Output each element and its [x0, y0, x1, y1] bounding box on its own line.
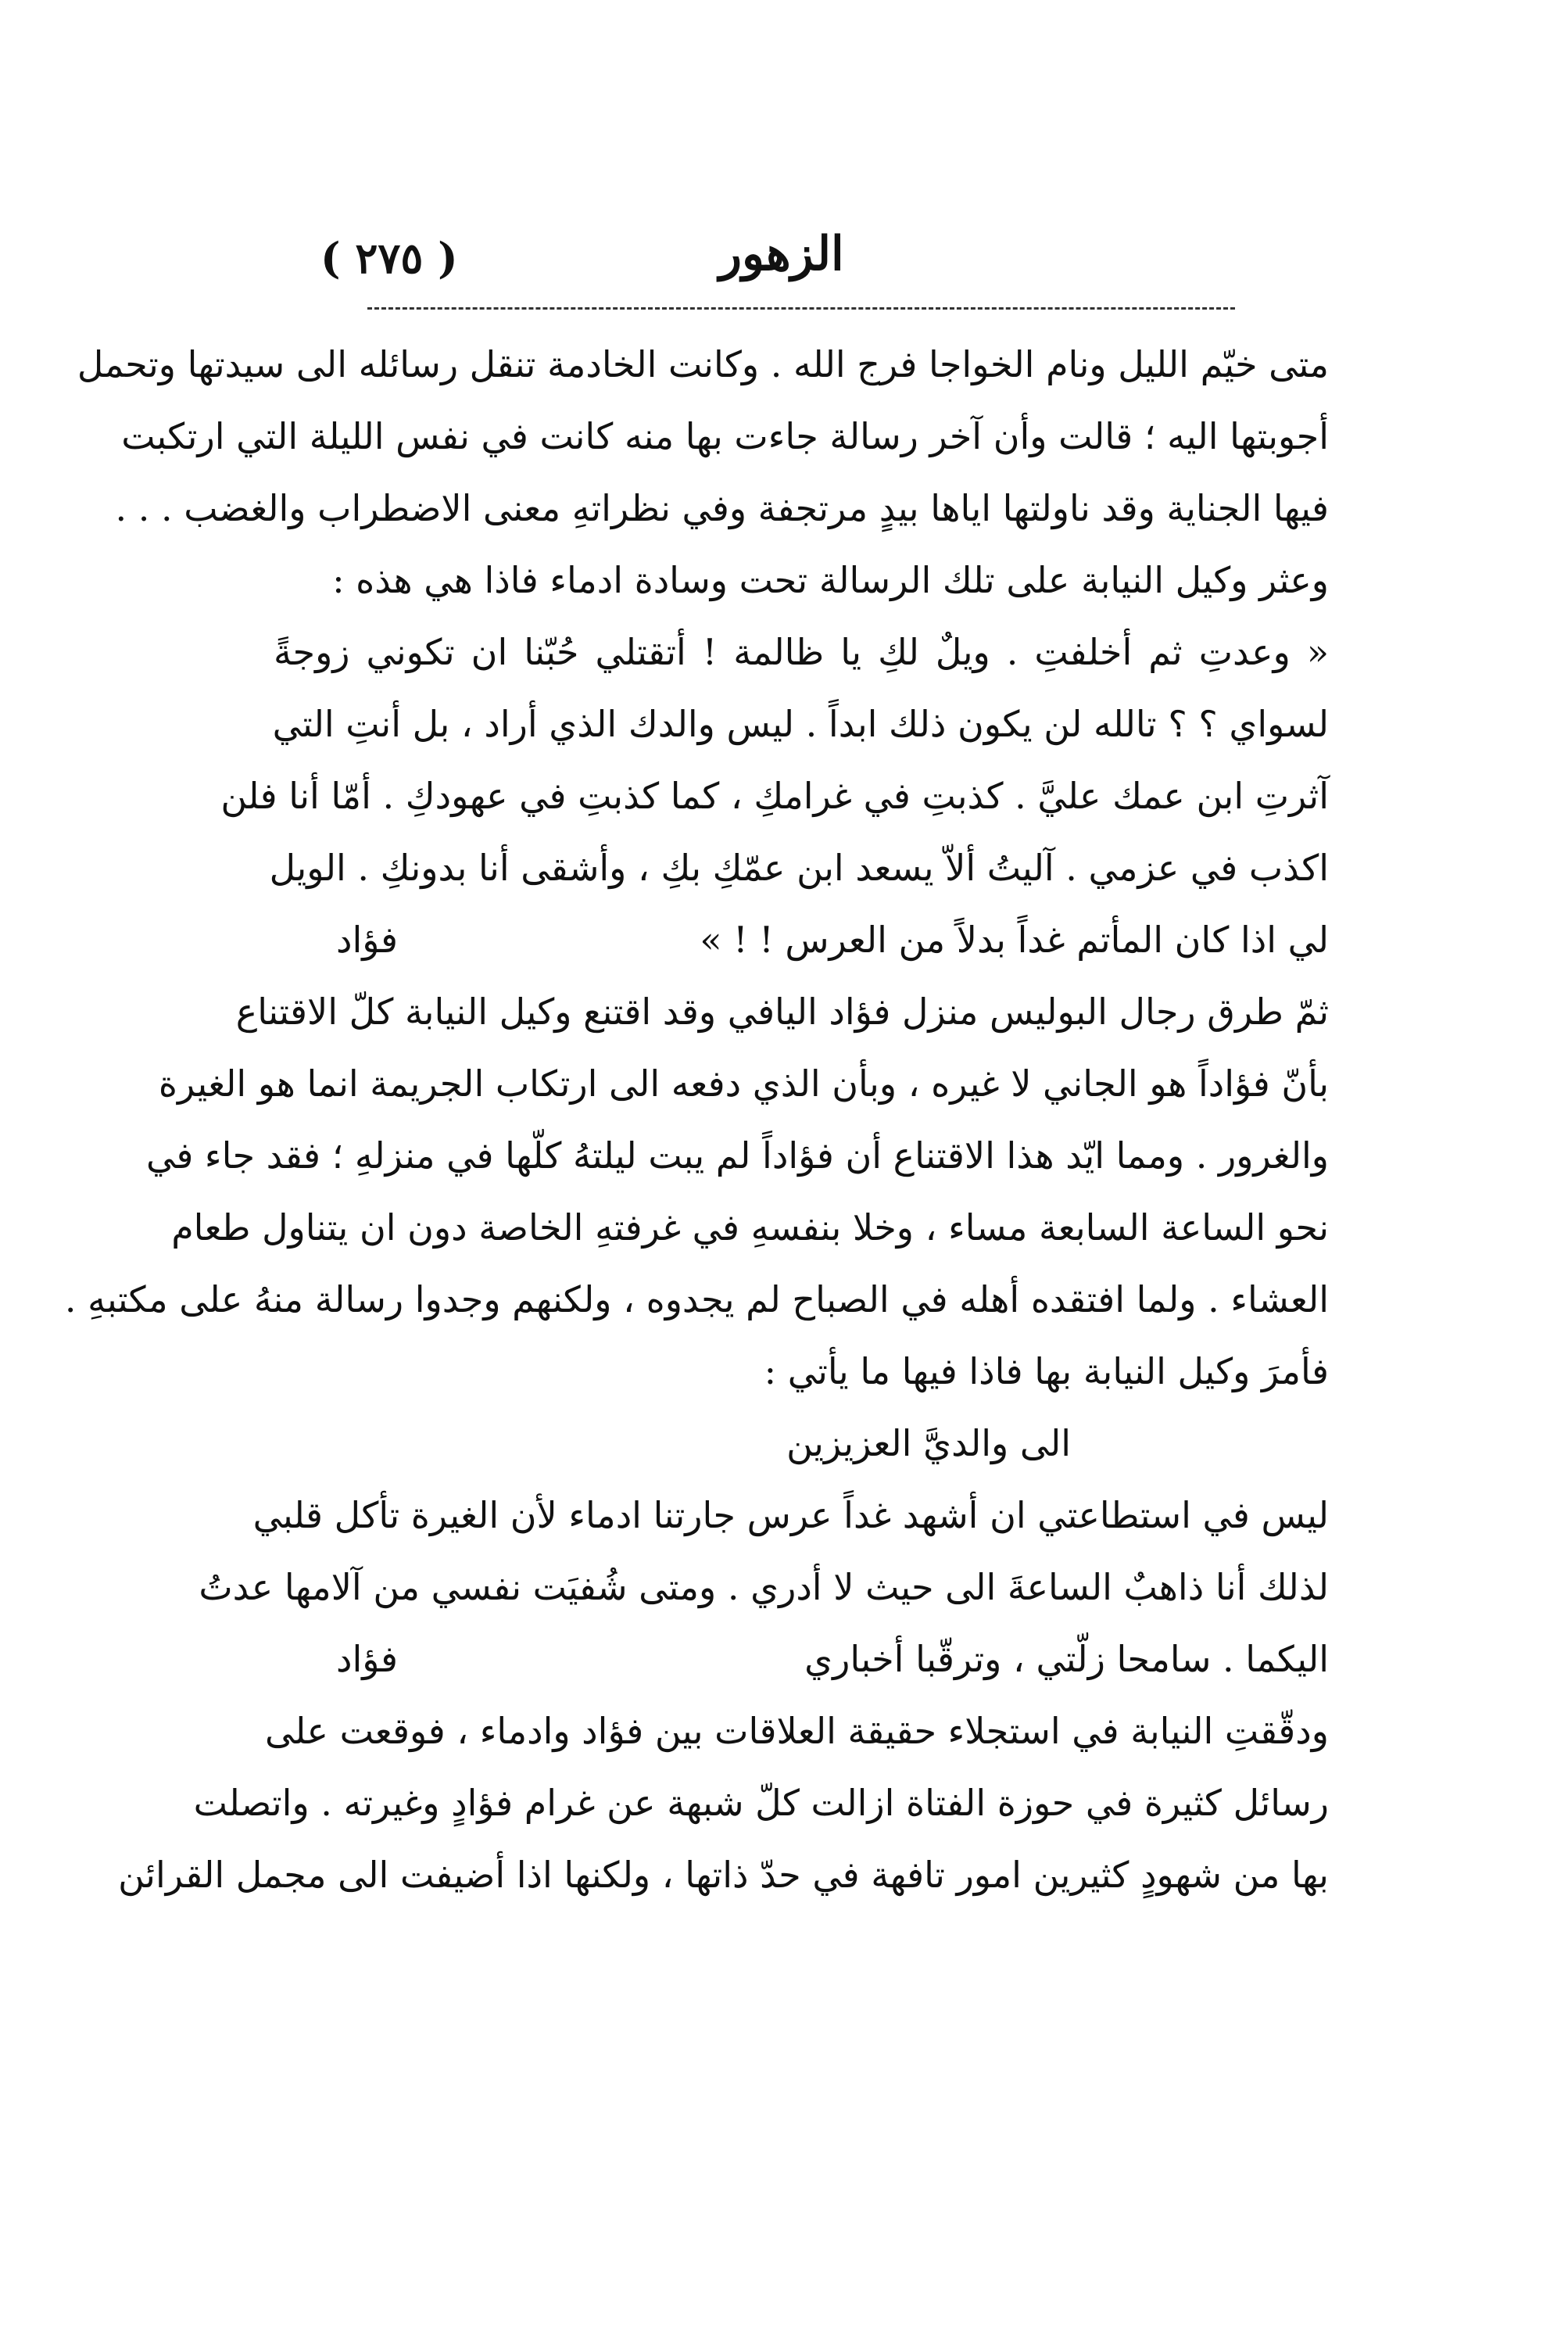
text-line: فيها الجناية وقد ناولتها اياها بيدٍ مرتجفة وفي نظراتهِ معنى الاضطراب والغضب . . .: [115, 487, 1329, 529]
text-line: أجوبتها اليه ؛ قالت وأن آخر رسالة جاءت بها منه كانت في نفس الليلة التي ارتكبت: [121, 415, 1329, 457]
body-text: [64, 328, 1329, 1911]
text-line: ثمّ طرق رجال البوليس منزل فؤاد اليافي وقد اقتنع وكيل النيابة كلّ الاقتناع: [235, 991, 1329, 1033]
text-line: آثرتِ ابن عمك عليَّ . كذبتِ في غرامكِ ، كما كذبتِ في عهودكِ . أمّا أنا فلن: [220, 775, 1329, 817]
text-line: رسائل كثيرة في حوزة الفتاة ازالت كلّ شبهة عن غرام فؤادٍ وغيرته . واتصلت: [193, 1782, 1329, 1824]
header-divider: [367, 307, 1235, 310]
letter-closing: [274, 904, 1329, 976]
text-line: اكذب في عزمي . آليتُ ألاّ يسعد ابن عمّكِ بكِ ، وأشقى أنا بدونكِ . الويل: [269, 847, 1329, 889]
text-line: لي اذا كان المأتم غداً بدلاً من العرس ! ! »: [700, 919, 1329, 961]
text-line: فأمرَ وكيل النيابة بها فاذا فيها ما يأتي :: [764, 1350, 1329, 1392]
letter-salutation: الى والديَّ العزيزين: [786, 1422, 1071, 1464]
text-line: اليكما . سامحا زلّتي ، وترقّبا أخباري: [804, 1638, 1329, 1680]
text-line: والغرور . ومما ايّد هذا الاقتناع أن فؤاداً لم يبت ليلتهُ كلّها في منزلهِ ؛ فقد جاء في: [145, 1134, 1329, 1177]
text-line: ودقّقتِ النيابة في استجلاء حقيقة العلاقات بين فؤاد وادماء ، فوقعت على: [264, 1710, 1329, 1752]
page-number: ( ٢٧٥ ): [320, 233, 458, 283]
page-header: [305, 227, 1305, 297]
letter-closing: [274, 1623, 1329, 1695]
text-line: « وعدتِ ثم أخلفتِ . ويلٌ لكِ يا ظالمة ! أتقتلي حُبّنا ان تكوني زوجةً: [274, 631, 1329, 673]
text-line: العشاء . ولما افتقده أهله في الصباح لم يجدوه ، ولكنهم وجدوا رسالة منهُ على مكتبهِ .: [64, 1278, 1329, 1320]
text-line: بأنّ فؤاداً هو الجاني لا غيره ، وبأن الذي دفعه الى ارتكاب الجريمة انما هو الغيرة: [158, 1062, 1329, 1105]
text-line: لذلك أنا ذاهبٌ الساعةَ الى حيث لا أدري . ومتى شُفيَت نفسي من آلامها عدتُ: [199, 1566, 1329, 1608]
text-line: لسواي ؟ ؟ تالله لن يكون ذلك ابداً . ليس والدك الذي أراد ، بل أنتِ التي: [272, 703, 1329, 745]
text-line: نحو الساعة السابعة مساء ، وخلا بنفسهِ في غرفتهِ الخاصة دون ان يتناول طعام: [171, 1206, 1329, 1249]
signature: فؤاد: [336, 1638, 399, 1680]
running-title: الزهور: [719, 227, 844, 281]
text-line: ليس في استطاعتي ان أشهد غداً عرس جارتنا ادماء لأن الغيرة تأكل قلبي: [252, 1494, 1329, 1536]
signature: فؤاد: [336, 919, 399, 961]
text-line: وعثر وكيل النيابة على تلك الرسالة تحت وسادة ادماء فاذا هي هذه :: [332, 559, 1329, 601]
text-line: بها من شهودٍ كثيرين امور تافهة في حدّ ذاتها ، ولكنها اذا أضيفت الى مجمل القرائن: [118, 1854, 1329, 1896]
text-line: متى خيّم الليل ونام الخواجا فرج الله . وكانت الخادمة تنقل رسائله الى سيدتها وتحمل: [77, 343, 1329, 385]
